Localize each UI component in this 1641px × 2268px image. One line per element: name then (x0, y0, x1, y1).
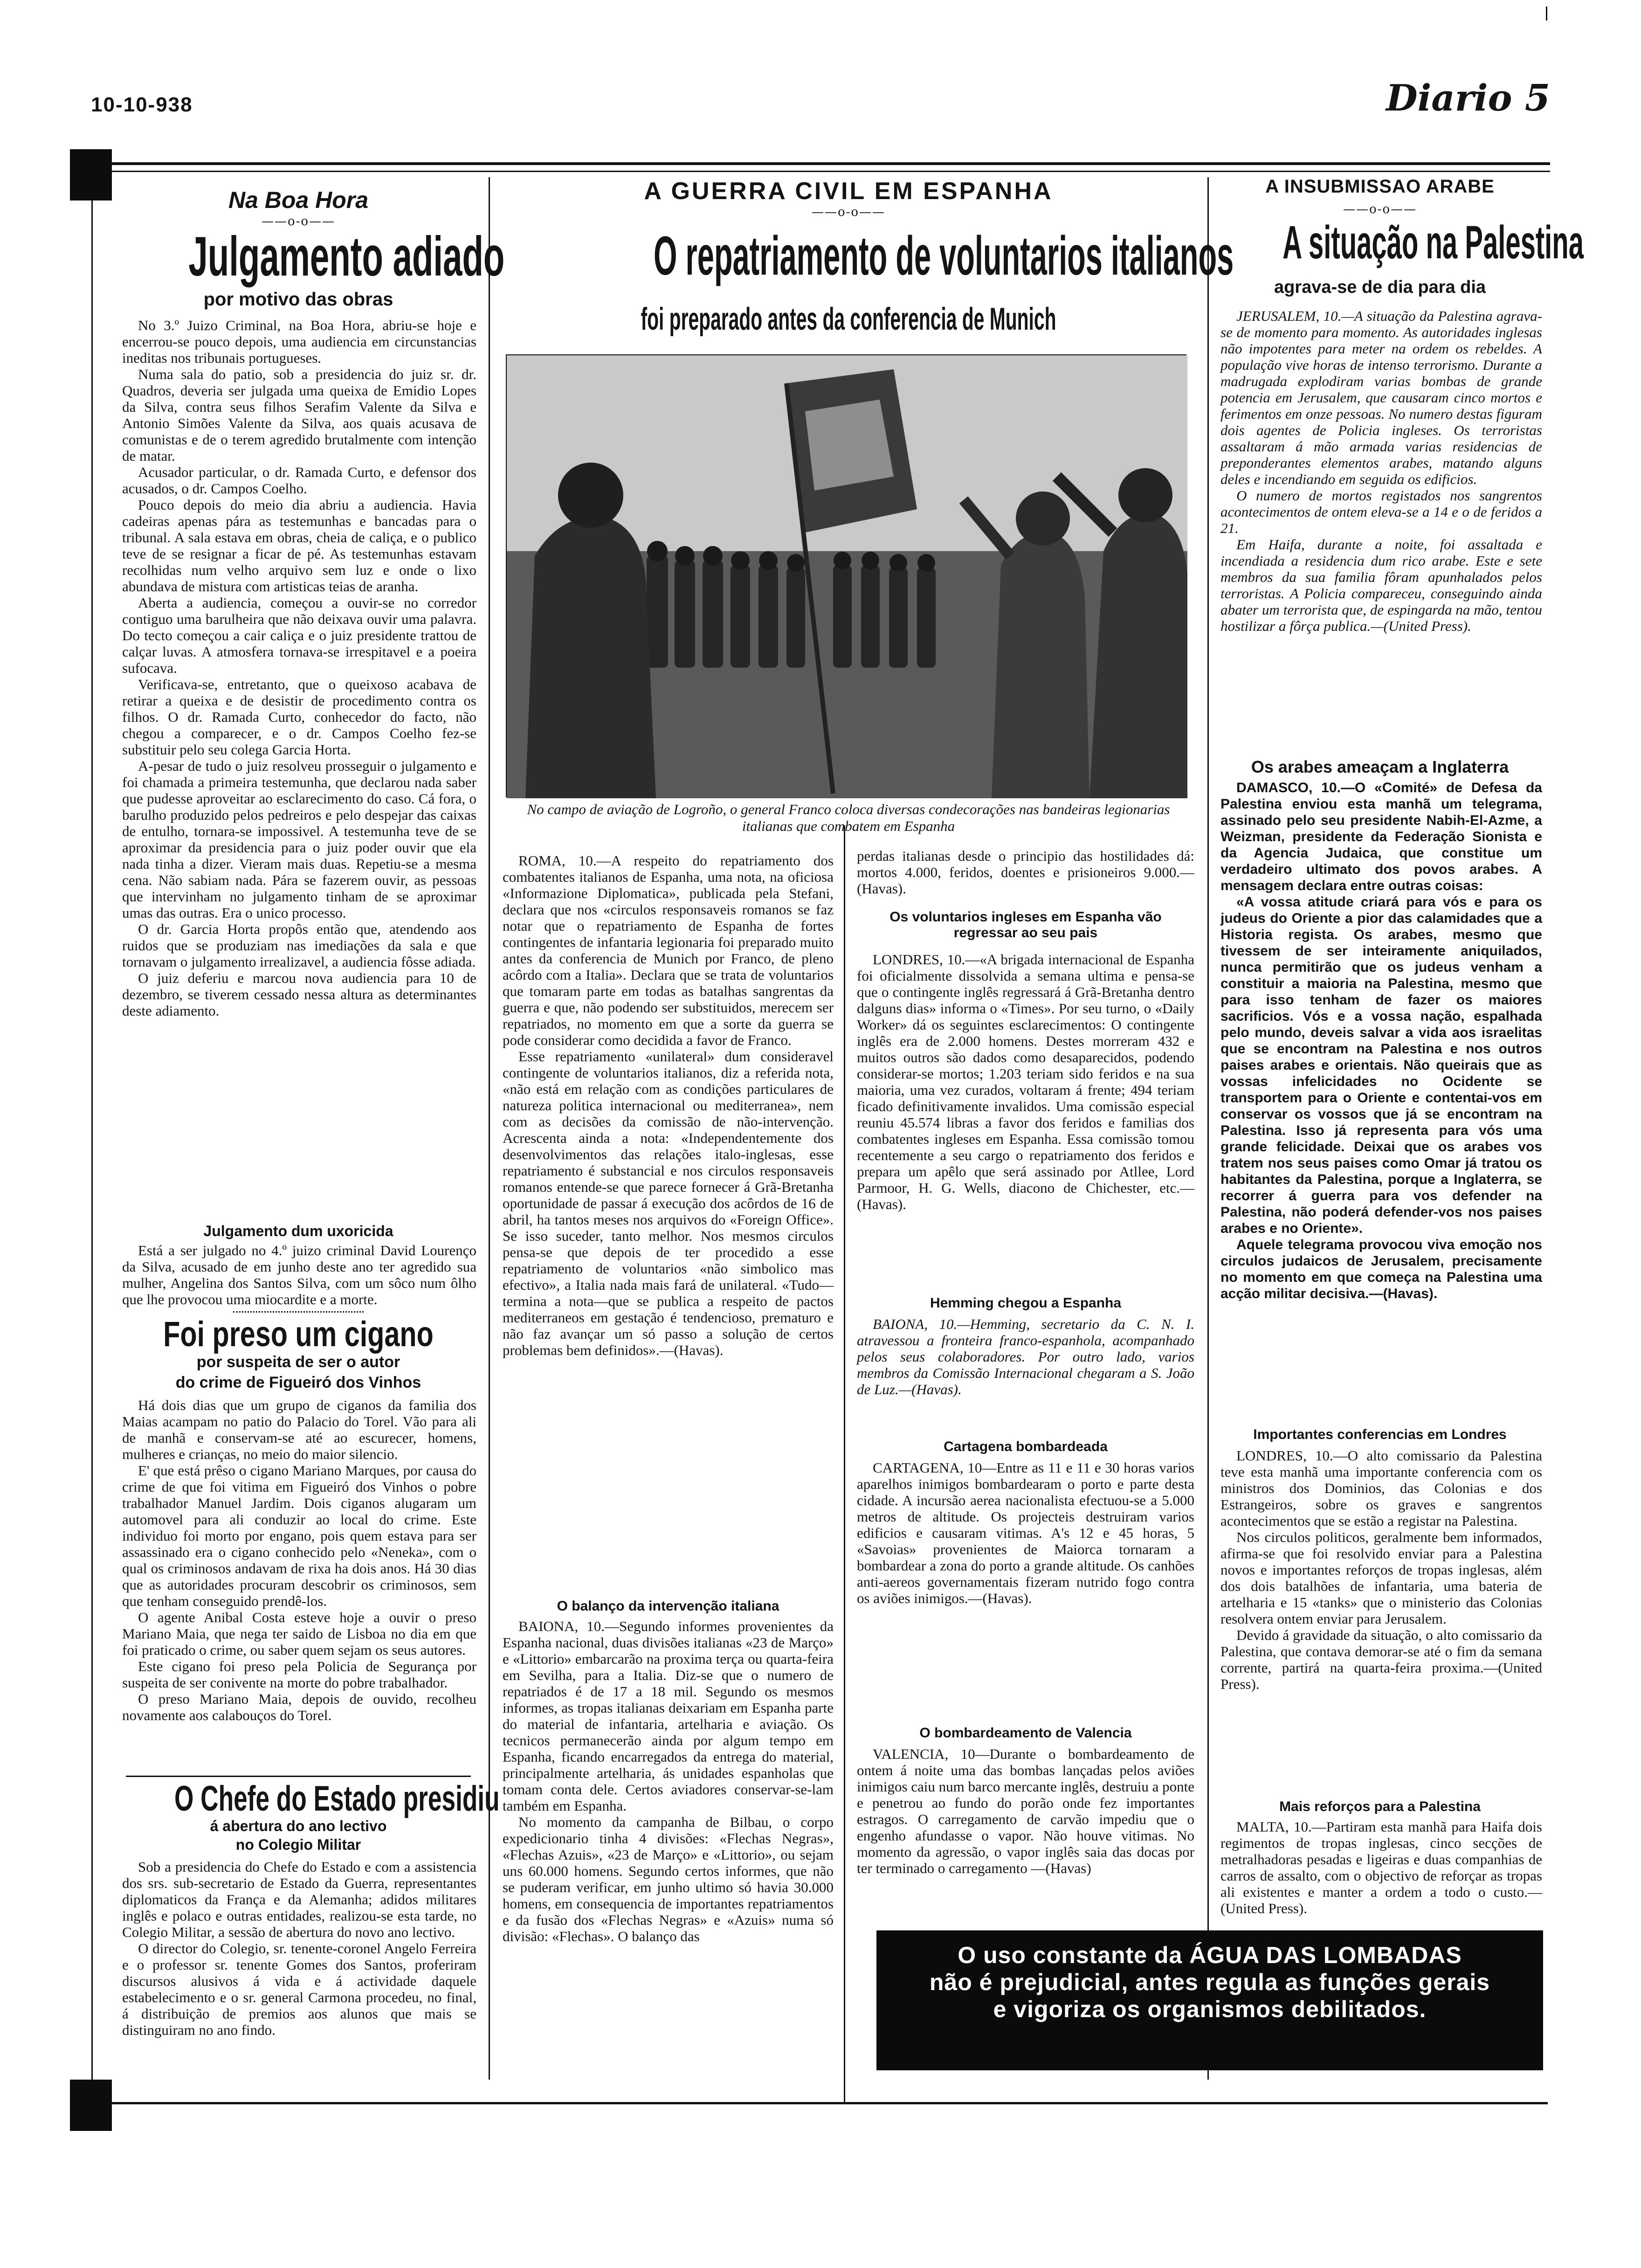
paragraph: Este cigano foi preso pela Policia de Segurança por suspeita de ser conivente na morte do pobre trabalhador. (122, 1658, 476, 1691)
cigano-body (122, 1397, 476, 1723)
paragraph: DAMASCO, 10.—O «Comité» de Defesa da Palestina enviou esta manhã um telegrama, assinado pelo seu presidente Nabih-El-Azme, a Weizman, presidente da Federação Sionista e da Agencia Judaica, que constitue um verdadeiro ultimato dos povos arabes. A mensagem declara entre outras coisas: (1220, 780, 1542, 893)
cartagena-body (857, 1459, 1194, 1606)
cartagena-title: Cartagena bombardeada (944, 1439, 1108, 1454)
paragraph: Esse repatriamento «unilateral» dum consideravel contingente de voluntarios italianos, diz a referida nota, «não está em relação com as condições particulares de natureza politica internacional ou mediterranea», nem com as decisões da comissão de não-intervenção. Acrescenta ainda a nota: «Independentemente dos desenvolvimentos das relações italo-inglesas, esse repatriamento é substancial e nos circulos responsaveis romanos entende-se que parece fornecer á Grã-Bretanha oportunidade de passar á execução dos acôrdos de 16 de abril, ha tantos meses nos arquivos do «Foreign Office». Se isso suceder, tanto melhor. Nos mesmos circulos pensa-se que depois de ter procedido a esse repatriamento de voluntarios «não simbolico mas efectivo», a Italia nada mais fará de unilateral. «Tudo—termina a nota—que se publica a respeito de pactos mediterraneos em gestação é tendencioso, prematuro e não faz avançar um só passo a solução de certos problemas bem definidos».—(Havas). (503, 1048, 834, 1358)
paragraph: Nos circulos politicos, geralmente bem informados, afirma-se que foi resolvido enviar para a Palestina novos e importantes reforços de tropas inglesas, além dos dois batalhões de infantaria, uma bateria de artelharia e 15 «tanks» que o ministerio das Colonias resolvera ontem enviar para Jerusalem. (1220, 1529, 1542, 1627)
chefe-headline-wrap (121, 1779, 500, 1819)
cigano-subhead-2: do crime de Figueiró dos Vinhos (175, 1374, 421, 1391)
right-headline: A situação na Palestina (1282, 216, 1584, 269)
paragraph: Sob a presidencia do Chefe do Estado e com a assistencia dos srs. sub-secretario de Estado da Guerra, representantes diplomaticos da França e da Alemanha; adidos militares inglês e polaco e outras entidades, realizou-se esta tarde, no Colegio Militar, a sessão de abertura do novo ano lectivo. (122, 1859, 476, 1940)
chefe-body (122, 1859, 476, 2038)
hemming-title: Hemming chegou a Espanha (930, 1295, 1122, 1311)
register-block-top (70, 149, 112, 201)
paragraph: Em Haifa, durante a noite, foi assaltada e incendiada a residencia dum rico arabe. Este e sete membros da sua familia fôram apunhalados pelos terroristas. A Policia compareceu, conseguindo ainda abater um terrorista que, de espingarda na mão, tentou hostilizar a fôrça publica.—(United Press). (1220, 536, 1542, 634)
header-rule-thin (91, 171, 1550, 172)
register-block-bottom (70, 2080, 112, 2131)
agua-das-lombadas-ad (876, 1930, 1543, 2070)
paragraph: O dr. Garcia Horta propôs então que, atendendo aos ruidos que se produziam nas imediações da sala e que tornavam o julgamento irrealizavel, a audiencia fôsse adiada. (122, 921, 476, 970)
left-headline-wrap (121, 225, 505, 294)
paragraph: O agente Anibal Costa esteve hoje a ouvir o preso Mariano Maia, que nega ter saido de Lisboa no dia em que foi praticado o crime, ou saber quem sejam os seus autores. (122, 1609, 476, 1658)
paragraph: BAIONA, 10.—Segundo informes provenientes da Espanha nacional, duas divisões italianas «23 de Março» e «Littorio» embarcarão na proxima terça ou quarta-feira em Sevilha, para a Italia. Diz-se que o numero de repatriados é de 17 a 18 mil. Segundo os mesmos informes, as tropas italianas deixariam em Espanha parte do material de infantaria, artelharia e aviação. Os tecnicos permanecerão ainda por algum tempo em Espanha, ficando encarregados da entrega do material, principalmente artelharia, ás unidades espanholas que tomam conta dele. Certos aviadores conservar-se-lam também em Espanha. (503, 1618, 834, 1814)
ad-line-1: O uso constante da ÁGUA DAS LOMBADAS (958, 1942, 1462, 1968)
hemming-body (857, 1316, 1194, 1397)
paragraph: Há dois dias que um grupo de ciganos da familia dos Maias acampam no patio do Palacio do Torel. Vão para ali de manhã e conservam-se até ao escurecer, homens, mulheres e crianças, no meio do maior silencio. (122, 1397, 476, 1462)
paragraph: Numa sala do patio, sob a presidencia do juiz sr. dr. Quadros, deveria ser julgada uma queixa de Emidio Lopes da Silva, contra seus filhos Serafim Valente da Silva e Antonio Simões Valente da Silva, aos quais acusava de comunistas e de o terem agredido brutalmente com intenção de matar. (122, 366, 476, 464)
jerusalem-body (1220, 308, 1542, 634)
left-margin-line (91, 201, 93, 2080)
right-deck: agrava-se de dia para dia (1274, 277, 1486, 297)
left-ornament: ——o-o—— (261, 214, 336, 228)
ingleses-title: Os voluntarios ingleses em Espanha vão regressar ao seu pais (889, 909, 1162, 940)
paragraph: Acusador particular, o dr. Ramada Curto, e defensor dos acusados, o dr. Campos Coelho. (122, 464, 476, 497)
roma-article-body (503, 852, 834, 1358)
paragraph: perdas italianas desde o principio das hostilidades dá: mortos 4.000, feridos, doentes e prisioneiros 9.000.—(Havas). (857, 848, 1194, 897)
paragraph: Verificava-se, entretanto, que o queixoso acabava de retirar a queixa e de desistir de procedimento contra os filhos. O dr. Ramada Curto, conhecedor do facto, não chegou a comparecer, e o dr. Campos Coelho fez-se substituir pelo seu colega Garcia Horta. (122, 676, 476, 758)
paragraph: No momento da campanha de Bilbau, o corpo expedicionario tinha 4 divisões: «Flechas Negras», «Flechas Azuis», «23 de Março» e «Littorio», ou sejam uns 60.000 homens. Segundo certos informes, que não se puderam verificar, em junho ultimo só havia 30.000 homens, em consequencia de importantes repatriamentos e da fusão dos «Flechas Negras» e «Azuis» numa só divisão: «Flechas». O balanço das (503, 1814, 834, 1944)
paragraph: O director do Colegio, sr. tenente-coronel Angelo Ferreira e o professor sr. tenente Gomes dos Santos, proferiram discursos alusivos á vida e á actividade daquele estabelecimento e o sr. general Carmona procedeu, no final, á distribuição de premios aos alunos que mais se distinguiram no ano findo. (122, 1940, 476, 2038)
balanco-body (503, 1618, 834, 1944)
page-date: 10-10-938 (91, 93, 193, 116)
reforcos-body (1220, 1819, 1542, 1916)
cigano-subhead-1: por suspeita de ser o autor (196, 1353, 400, 1371)
left-divider-2 (126, 1776, 471, 1777)
chefe-headline: O Chefe do Estado presidiu (174, 1779, 500, 1819)
center-ornament: ——o-o—— (811, 205, 886, 219)
paragraph: ROMA, 10.—A respeito do repatriamento dos combatentes italianos de Espanha, uma nota, na oficiosa «Informazione Diplomatica», publicada pela Stefani, declara que nos «circulos responsaveis romanos se faz notar que o repatriamento de Espanha de fortes contingentes de infantaria legionaria foi preparado muito antes da conferencia de Munich por Franco, de pleno acôrdo com a Italia». Declara que se trata de voluntarios que tomaram parte em todas as batalhas sangrentas da guerra e que, não podendo ser substituidos, merecem ser repatriados, no momento em que a sorte da guerra se pode considerar como decidida a favor de Franco. (503, 852, 834, 1048)
paragraph: LONDRES, 10.—O alto comissario da Palestina teve esta manhã uma importante conferencia com os ministros dos Dominios, das Colonias e dos Estrangeiros, sobre os graves e sangrentos acontecimentos que se estão a registar na Palestina. (1220, 1447, 1542, 1529)
paragraph: Aberta a audiencia, começou a ouvir-se no corredor contiguo uma barulheira que não deixava ouvir uma palavra. Do tecto começou a cair caliça e o juiz presidente trattou de calçar luvas. A atmosfera tornava-se irrespitavel e a poeira sufocava. (122, 595, 476, 676)
paragraph: A-pesar de tudo o juiz resolveu prosseguir o julgamento e foi chamada a primeira testemunha, que declarou nada saber que pudesse aproveitar ao esclarecimento do caso. Cá fora, o barulho produzido pelos pedreiros e pelo despejar das caixas de entulho, tornara-se impossivel. A testemunha teve de se aproximar da presidencia para o juiz poder ouvir que ela nada tinha a dizer. Vieram mais duas. Repetiu-se a mesma cena. Não sabiam nada. Pára se fazerem ouvir, as pessoas que intervinham no julgamento tinham de se aproximar umas das outras. Era o unico processo. (122, 758, 476, 921)
paragraph: O juiz deferiu e marcou nova audiencia para 10 de dezembro, se tiverem cessado nessa altura as determinantes deste adiamento. (122, 970, 476, 1019)
center-headline-wrap (494, 225, 1234, 294)
uxoricida-body (122, 1242, 476, 1307)
paragraph: Aquele telegrama provocou viva emoção nos circulos judaicos de Jerusalem, precisamente no momento em que começa na Palestina uma acção militar decisiva.—(Havas). (1220, 1237, 1542, 1301)
right-ornament: ——o-o—— (1343, 202, 1417, 216)
londres-body (1220, 1447, 1542, 1692)
column-rule-center (844, 825, 845, 2103)
chefe-subhead-2: no Colegio Militar (235, 1836, 361, 1853)
arabes-title: Os arabes ameaçam a Inglaterra (1251, 757, 1509, 776)
center-kicker: A GUERRA CIVIL EM ESPANHA (644, 178, 1053, 205)
paragraph: Devido á gravidade da situação, o alto comissario da Palestina, que contava demorar-se até o fim da semana corrente, partirá na quarta-feira proxima.—(United Press). (1220, 1627, 1542, 1692)
arabes-body (1220, 780, 1542, 1302)
left-subhead: por motivo das obras (203, 289, 393, 310)
perdas-continuation (857, 848, 1194, 897)
paragraph: No 3.º Juizo Criminal, na Boa Hora, abriu-se hoje e encerrou-se pouco depois, uma audiencia em circunstancias ineditas nos tribunais portugueses. (122, 317, 476, 366)
ingleses-body (857, 951, 1194, 1212)
photo-illustration (507, 355, 1187, 798)
paragraph: LONDRES, 10.—«A brigada internacional de Espanha foi oficialmente dissolvida a semana ultima e pensa-se que o contingente inglês regressará á Grã-Bretanha dentro dalguns dias» informa o «Times». Por seu turno, o «Daily Worker» dá os seguintes esclarecimentos: O contingente inglês era de 2.000 homens. Destes morreram 432 e muitos outros são dados como desaparecidos, podendo considerar-se mortos; 1.203 teriam sido feridos e na sua maioria, uma vez curados, voltaram á frente; 494 teriam ficado definitivamente invalidos. Uma comissão especial reuniu 45.574 libras a favor dos feridos e familias dos combatentes ingleses em Espanha. Essa comissão tomou recentemente a seu cargo o repatriamento dos feridos e prepara um apêlo que será assinado por Atllee, Lord Parmoor, H. G. Wells, diacono de Chichester, etc.—(Havas). (857, 951, 1194, 1212)
column-rule-2 (1207, 177, 1209, 2080)
news-photo (506, 354, 1186, 797)
paragraph: «A vossa atitude criará para vós e para os judeus do Oriente a pior das calamidades que a Historia regista. Os arabes, mesmo que tivessem de ser inteiramente aniquilados, nunca permitirão que os judeus venham a constituir a maioria na Palestina, mesmo que para isso tenham de fazer os maiores sacrificios. Vós e a vossa nação, espalhada pelo mundo, deveis salvar a vida aos israelitas que se encontram na Palestina e nos outros paises arabes e orientais. Não queirais que as vossas infelicidades no Ocidente se transportem para o Oriente e contentai-vos em conservar os vossos que já se encontram na Palestina. Isso já representa para vós uma grande felicidade. Deixai que os arabes vos tratem nos seus paises como Omar já tratou os habitantes da Palestina, porque a Inglaterra, se recorrer á guerra para vos defender na Palestina, não poderá defender-vos nos paises arabes e no Oriente». (1220, 894, 1542, 1236)
cigano-headline-wrap (121, 1314, 476, 1354)
paragraph: E' que está prêso o cigano Mariano Marques, por causa do crime de que foi vitima em Figueiró dos Vinhos o pobre trabalhador Manuel Jardim. Dois ciganos alugaram um automovel para ali conduzir ao local do crime. Este individuo foi morto por engano, pois quem estava para ser assassinado era o cigano conhecido pelo «Neneka», com o qual os criminosos andavam de rixa ha dois anos. Há 30 dias que as autoridades procuram descobrir os criminosos, sem que tenham conseguido prendê-los. (122, 1462, 476, 1609)
newspaper-brand: Diario 5 (1386, 77, 1550, 119)
left-kicker: Na Boa Hora (228, 187, 369, 213)
paragraph: JERUSALEM, 10.—A situação da Palestina agrava-se de momento para momento. As autoridades inglesas não impotentes para meter na ordem os rebeldes. A população vive horas de intenso terrorismo. Durante a madrugada explodiram varias bombas de grande potencia em Jerusalem, que causaram cinco mortos e ferimentos em onze pessoas. No numero destas figuram dois agentes de Policia ingleses. Os terroristas assaltaram á mão armada varias residencias de preponderantes elementos arabes, matando alguns deles e incendiando em seguida os edificios. (1220, 308, 1542, 487)
cigano-headline: Foi preso um cigano (163, 1314, 434, 1354)
paragraph: MALTA, 10.—Partiram esta manhã para Haifa dois regimentos de tropas inglesas, cinco secções de metralhadoras pesadas e ligeiras e duas companhias de carros de assalto, com o objectivo de reforçar as tropas ali existentes e manter a ordem a todo o custo.—(United Press). (1220, 1819, 1542, 1916)
right-kicker: A INSUBMISSAO ARABE (1265, 176, 1495, 197)
left-headline: Julgamento adiado (188, 225, 505, 288)
left-divider (233, 1311, 364, 1313)
left-article-body (122, 317, 476, 1019)
center-headline: O repatriamento de voluntarios italianos (654, 225, 1234, 287)
paragraph: VALENCIA, 10—Durante o bombardeamento de ontem á noite uma das bombas lançadas pelos aviões inimigos caiu num barco mercante inglês, destruiu a ponte e penetrou ao fundo do porão onde fez importantes estragos. O carregamento de carvão impediu que o engenho afundasse o vapor. Não houve vitimas. No momento da agressão, o vapor inglês saia das docas por ter terminado o carregamento —(Havas) (857, 1746, 1194, 1876)
londres-title: Importantes conferencias em Londres (1253, 1427, 1507, 1442)
paragraph: O numero de mortos registados nos sangrentos acontecimentos de ontem eleva-se a 14 e o de feridos a 21. (1220, 487, 1542, 536)
reforcos-title: Mais reforços para a Palestina (1279, 1799, 1481, 1814)
header-rule (91, 162, 1550, 165)
paragraph: CARTAGENA, 10—Entre as 11 e 11 e 30 horas varios aparelhos inimigos bombardearam o porto e parte desta cidade. A incursão aerea nacionalista efectuou-se a 5.000 metros de altitude. Os projecteis destruiram varios edificios e causaram vitimas. A's 12 e 45 horas, 5 «Savoias» provenientes de Maiorca tornaram a bombardear a zona do porto a grande altitude. Os canhões anti-aereos governamentais fizeram nutrido fogo contra os aviões inimigos.—(Havas). (857, 1459, 1194, 1606)
photo-caption: No campo de aviação de Logroño, o general Franco coloca diversas condecorações nas bandeiras legionarias italianas que combatem em Espanha (527, 801, 1170, 834)
paragraph: Pouco depois do meio dia abriu a audiencia. Havia cadeiras apenas pára as testemunhas e bancadas para o tribunal. A sala estava em obras, cheia de caliça, e o publico teve de se resignar a ficar de pé. As testemunhas estavam recolhidas num velho arquivo sem luz e onde o lixo abundava de mistura com artisticas teias de aranha. (122, 497, 476, 595)
paragraph: Está a ser julgado no 4.º juizo criminal David Lourenço da Silva, acusado de em junho deste ano ter agredido sua mulher, Angelina dos Santos Silva, com um sôco num ôlho que lhe provocou uma miocardite e a morte. (122, 1242, 476, 1307)
uxoricida-title: Julgamento dum uxoricida (203, 1223, 393, 1239)
bottom-rule (112, 2102, 1548, 2104)
valencia-title: O bombardeamento de Valencia (919, 1725, 1132, 1741)
center-deck-wrap (494, 303, 1203, 340)
right-headline-wrap (1212, 216, 1584, 270)
ad-line-2: não é prejudicial, antes regula as funções gerais (929, 1969, 1490, 1995)
valencia-body (857, 1746, 1194, 1876)
chefe-subhead-1: á abertura do ano lectivo (210, 1818, 387, 1834)
paragraph: O preso Mariano Maia, depois de ouvido, recolheu novamente aos calabouços do Torel. (122, 1691, 476, 1723)
balanco-title: O balanço da intervenção italiana (557, 1598, 779, 1614)
ad-line-3: e vigoriza os organismos debilitados. (993, 1996, 1427, 2022)
page-corner-mark (1546, 7, 1547, 21)
center-deck: foi preparado antes da conferencia de Munich (641, 301, 1056, 337)
paragraph: BAIONA, 10.—Hemming, secretario da C. N. I. atravessou a fronteira franco-espanhola, acompanhado pelos seus colaboradores. Por outro lado, varios membros da Comissão Internacional chegaram a S. João de Luz.—(Havas). (857, 1316, 1194, 1397)
